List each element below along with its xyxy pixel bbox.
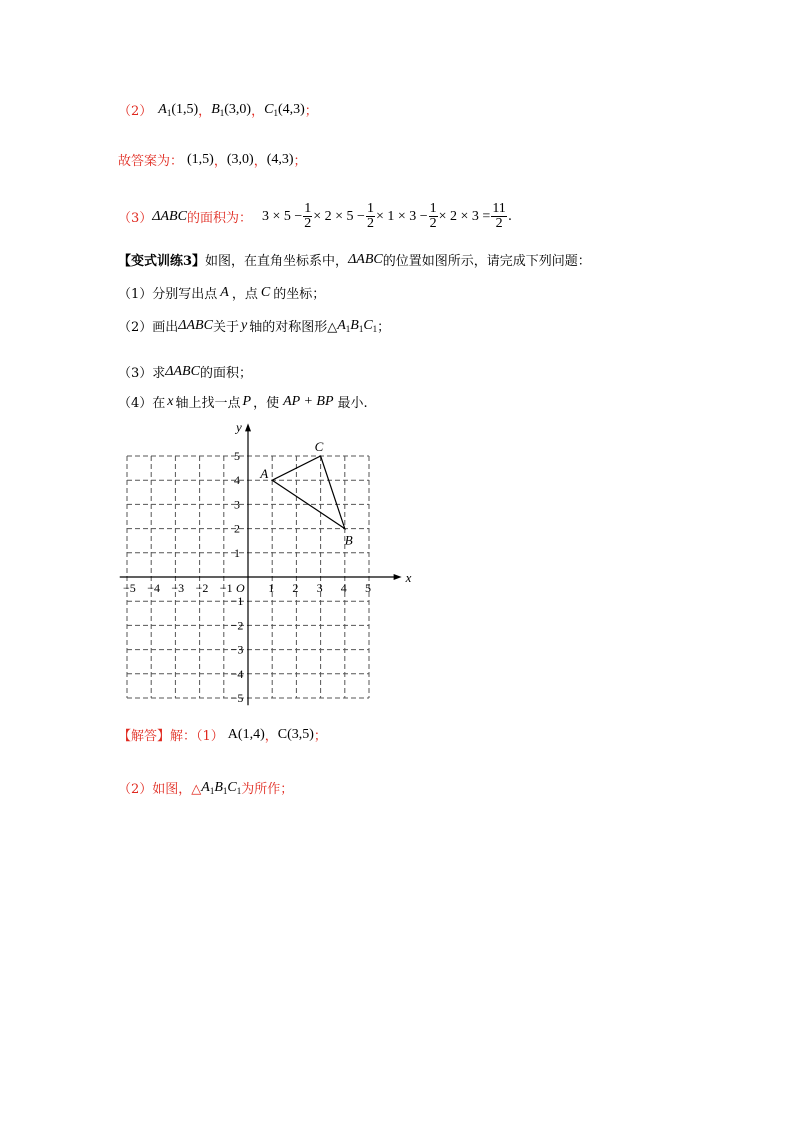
end: ； [377,320,391,335]
solution-point-A: A(1,4) [227,726,265,742]
point-A: A [220,284,229,300]
summary-prefix: 故答案为： [118,154,184,169]
reflected-triangle: $A_1B_1C_1$ [337,317,378,334]
q3-text-b: 的面积； [199,366,252,381]
x-tick-label: 3 [316,581,323,595]
y-symbol: y [240,317,248,333]
answer-2-line [118,100,318,119]
solution-point-C: C(3,5) [277,726,314,742]
solution-2-text-end: 为所作； [241,782,294,797]
end: ； [313,729,327,744]
x-axis-arrow [394,574,402,580]
summary-v1: (1,5) [187,151,214,167]
point-label-C: C [314,439,324,454]
end: . [507,209,512,224]
point-label-B: B [344,532,353,548]
y-axis-arrow [245,423,251,431]
answer-summary-line [118,150,307,169]
c1-point: $C_1(4,3)$ [264,101,305,118]
q1-text: （1）分别写出点 [118,287,218,302]
problem-title-line [118,250,591,269]
y-tick-label: −2 [230,618,244,633]
solution-tag: 【解答】 [118,729,171,744]
q2-text-c: 轴的对称图形△ [249,320,338,335]
q1-text-c: 的坐标； [273,287,326,302]
solution-2-line [118,778,293,797]
end: ； [304,104,318,119]
q1-text-b: ，点 [231,287,258,302]
summary-v2: (3,0) [226,151,254,167]
y-tick-label: 1 [234,545,240,560]
triangle-symbol: ΔABC [165,363,200,379]
y-tick-label: −1 [230,594,244,609]
y-tick-label: −4 [230,666,244,681]
sep: ， [253,154,267,169]
x-tick-label: 2 [292,581,299,595]
question-2 [118,316,390,335]
point-label-A: A [260,466,269,482]
y-tick-label: 3 [234,497,240,512]
reflected-triangle: $A_1B_1C_1$ [201,779,242,796]
fraction: $\frac{1}{2}$ [429,201,437,231]
problem-intro-end: 的位置如图所示，请完成下列问题： [382,254,591,269]
triangle-symbol: ΔABC [348,251,383,267]
coordinate-graph [118,418,412,705]
x-tick-label: 4 [340,581,347,595]
x-tick-label: 1 [268,581,275,595]
q2-text: （2）画出 [118,320,179,335]
a1-point: $A_1(1,5)$ [158,101,199,118]
solution-line [118,725,327,744]
area-expression: 3 × 5 − $\frac{1}{2}$ × 2 × 5 − $\frac{1}{2}$ × 1 × 3 − $\frac{1}{2}$ × 2 × 3 = $\frac{11}{2}$ [261,201,506,231]
x-symbol: x [167,393,174,409]
q2-text-b: 关于 [212,320,239,335]
solution-2-text: （2）如图，△ [118,782,202,797]
fraction: $\frac{1}{2}$ [304,201,312,231]
sep: ， [264,729,278,744]
y-tick-label: 4 [234,473,240,488]
x-axis-label: x [405,570,412,585]
x-tick-label: −4 [147,581,160,595]
q4-text-b: 轴上找一点 [175,396,241,411]
fraction: $\frac{1}{2}$ [366,201,374,231]
answer-3-line [118,202,512,231]
point-C: C [260,284,271,300]
triangle-ABC [272,456,345,529]
x-tick-label: −1 [219,581,233,595]
q4-expression: AP + BP [283,393,334,409]
y-tick-label: 2 [234,521,240,536]
x-tick-label: −5 [123,581,136,595]
q4-text: （4）在 [118,396,166,411]
question-1 [118,283,325,302]
x-tick-label: −2 [195,581,209,595]
y-axis-label: y [236,419,242,435]
sep: ， [251,104,265,119]
question-3 [118,362,252,381]
y-tick-label: −3 [230,642,244,657]
summary-v3: (4,3) [266,151,294,167]
b1-point: $B_1(3,0)$ [211,101,252,118]
answer-3-prefix: （3） [118,211,153,226]
x-tick-label: −3 [171,581,185,595]
question-4 [118,392,368,411]
problem-title: 【变式训练3】 [118,254,206,269]
area-label: 的面积为： [186,211,252,226]
x-tick-label: 5 [365,581,371,595]
y-tick-label: 5 [234,449,240,463]
result-fraction: $\frac{11}{2}$ [492,201,506,231]
solution-text: 解：（1） [170,729,224,744]
answer-2-prefix: （2） [118,104,153,119]
origin-label: O [236,581,245,595]
point-P: P [242,393,252,409]
q3-text: （3）求 [118,366,166,381]
sep: ， [198,104,212,119]
sep: ， [213,154,227,169]
triangle-symbol: ΔABC [178,317,213,333]
end: ； [293,154,307,169]
triangle-symbol: ΔABC [152,208,187,224]
q4-text-d: 最小. [337,396,368,411]
problem-intro: 如图，在直角坐标系中， [205,254,349,269]
y-tick-label: −5 [230,691,244,705]
q4-text-c: ，使 [253,396,280,411]
